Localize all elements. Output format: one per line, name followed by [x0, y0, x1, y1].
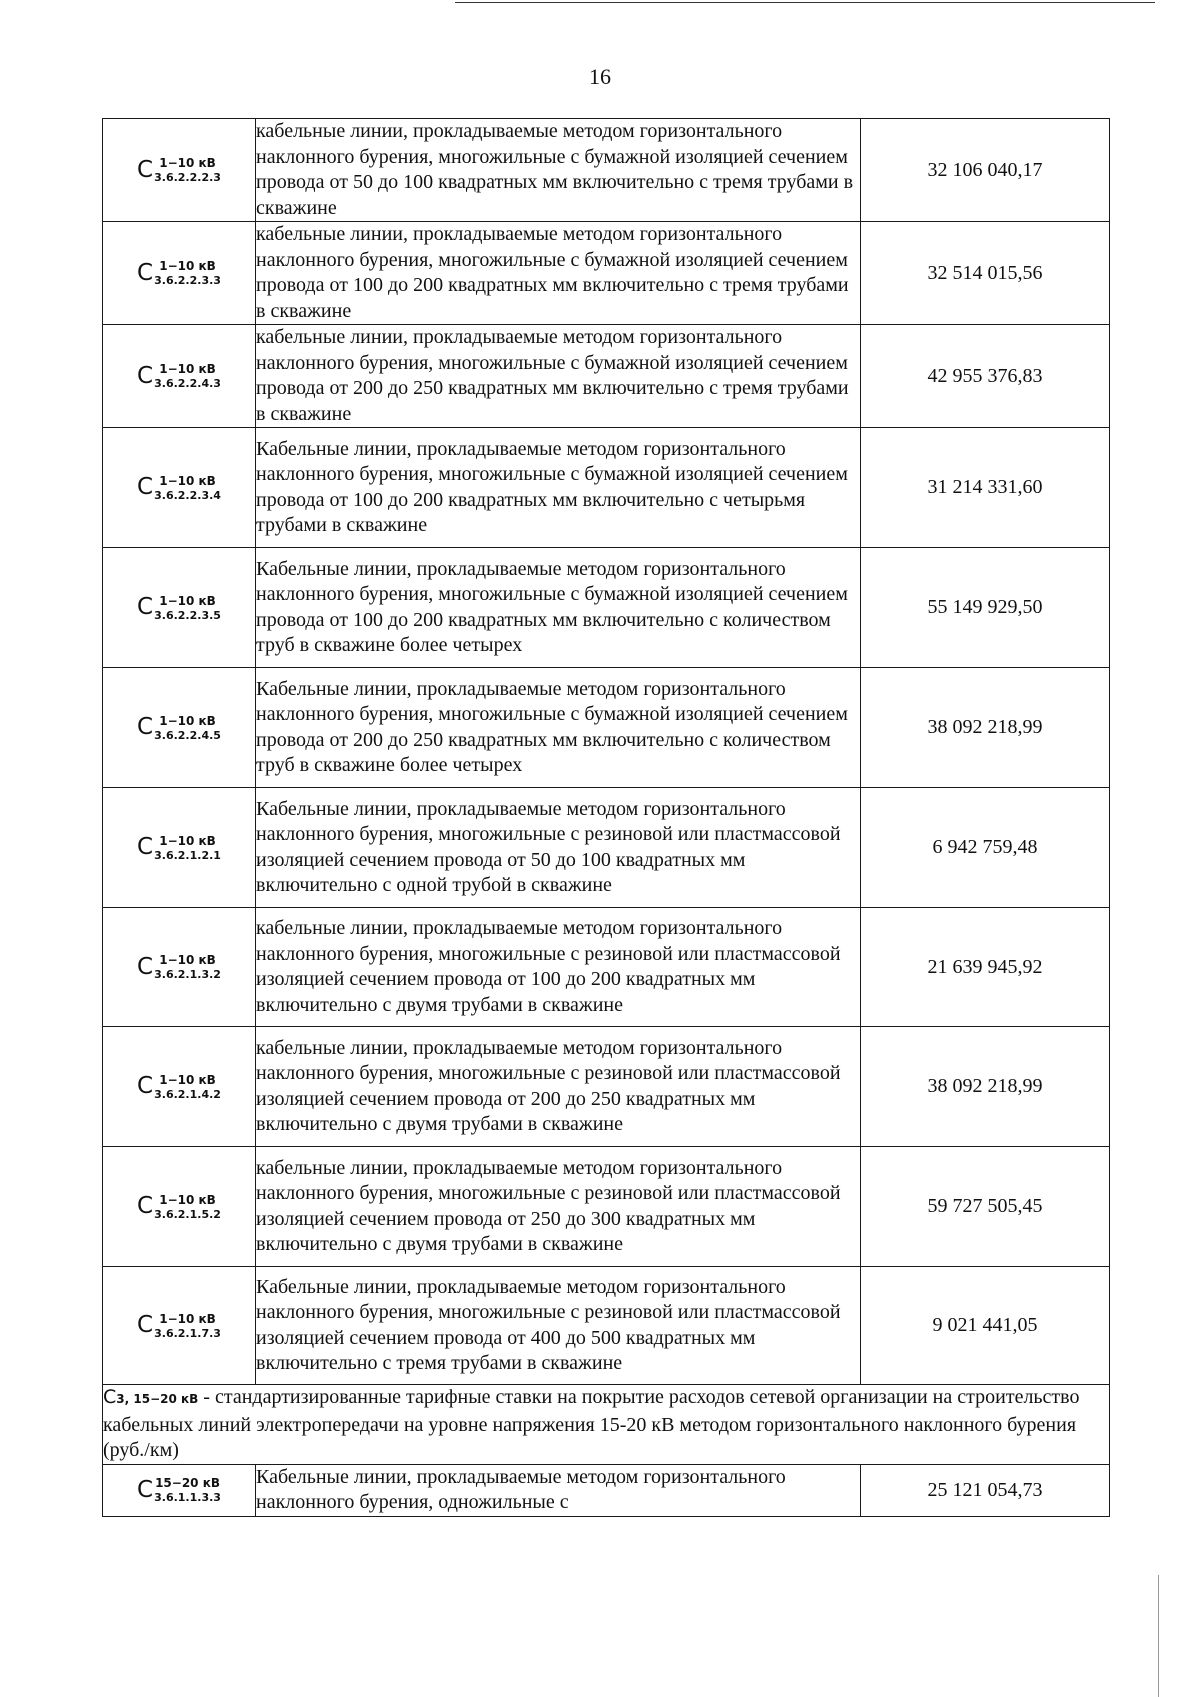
- rate-symbol: C: [137, 714, 154, 740]
- voltage-superscript: 1−10 кВ: [159, 362, 216, 376]
- code-subscript: 3.6.2.1.2.1: [154, 848, 221, 862]
- scan-margin-line: [1158, 1575, 1159, 1697]
- rate-symbol: C: [137, 594, 154, 620]
- rate-symbol: C: [137, 953, 154, 980]
- row-value: 25 121 054,73: [861, 1464, 1110, 1516]
- row-value: 6 942 759,48: [861, 788, 1110, 908]
- row-value: 38 092 218,99: [861, 668, 1110, 788]
- row-description: Кабельные линии, прокладываемые методом горизонтального наклонного бурения, многожильные с резиновой или пластмассовой изоляцией сечением провода от 50 до 100 квадратных мм включительно с одной трубой в скважине: [256, 788, 861, 908]
- voltage-superscript: 1−10 кВ: [159, 953, 216, 967]
- table-row: [103, 1027, 1110, 1147]
- page-number: 16: [589, 64, 611, 89]
- row-value: 55 149 929,50: [861, 548, 1110, 668]
- row-description: кабельные линии, прокладываемые методом горизонтального наклонного бурения, многожильные с резиновой или пластмассовой изоляцией сечением провода от 100 до 200 квадратных мм включительно с двумя трубами в скважине: [256, 908, 861, 1027]
- rate-code: [103, 788, 256, 908]
- table-row: [103, 1464, 1110, 1516]
- code-subscript: 3.6.2.2.3.4: [154, 488, 221, 502]
- code-subscript: 3.6.2.2.3.5: [154, 608, 221, 622]
- voltage-superscript: 1−10 кВ: [159, 473, 216, 488]
- voltage-superscript: 1−10 кВ: [159, 713, 216, 728]
- code-subscript: 3.6.1.1.3.3: [154, 1491, 221, 1504]
- code-subscript: 3.6.2.2.2.3: [154, 171, 221, 184]
- row-value: 32 514 015,56: [861, 222, 1110, 325]
- rate-code: [103, 428, 256, 548]
- table-row: [103, 119, 1110, 222]
- row-description: кабельные линии, прокладываемые методом горизонтального наклонного бурения, многожильные с резиновой или пластмассовой изоляцией сечением провода от 250 до 300 квадратных мм включительно с двумя трубами в скважине: [256, 1147, 861, 1267]
- voltage-superscript: 1−10 кВ: [159, 593, 216, 608]
- rate-code: [103, 325, 256, 428]
- rate-code: [103, 1464, 256, 1516]
- top-rule: [455, 2, 1155, 3]
- section-note-row: [103, 1385, 1110, 1465]
- row-value: 21 639 945,92: [861, 908, 1110, 1027]
- code-subscript: 3.6.2.1.4.2: [154, 1087, 221, 1101]
- table-row: [103, 325, 1110, 428]
- table-row: [103, 1267, 1110, 1385]
- table-row: [103, 222, 1110, 325]
- rate-code: [103, 908, 256, 1027]
- table-row: [103, 668, 1110, 788]
- voltage-superscript: 1−10 кВ: [159, 833, 216, 848]
- table-row: [103, 428, 1110, 548]
- rate-code: [103, 119, 256, 222]
- row-description: кабельные линии, прокладываемые методом горизонтального наклонного бурения, многожильные с резиновой или пластмассовой изоляцией сечением провода от 200 до 250 квадратных мм включительно с двумя трубами в скважине: [256, 1027, 861, 1147]
- code-subscript: 3.6.2.1.5.2: [154, 1207, 221, 1221]
- code-subscript: 3.6.2.2.4.5: [154, 728, 221, 742]
- rate-code: [103, 1267, 256, 1385]
- rate-symbol: C: [137, 1476, 154, 1503]
- voltage-superscript: 1−10 кВ: [159, 1311, 216, 1326]
- table-row: [103, 548, 1110, 668]
- row-description: кабельные линии, прокладываемые методом горизонтального наклонного бурения, многожильные с бумажной изоляцией сечением провода от 200 до 250 квадратных мм включительно с тремя трубами в скважине: [256, 325, 861, 428]
- rate-symbol: C: [137, 1312, 154, 1338]
- row-description: Кабельные линии, прокладываемые методом горизонтального наклонного бурения, многожильные с бумажной изоляцией сечением провода от 100 до 200 квадратных мм включительно с количеством труб в скважине более четырех: [256, 548, 861, 668]
- tariff-table-body: [103, 119, 1110, 1517]
- rate-symbol: C: [137, 156, 154, 183]
- row-value: 31 214 331,60: [861, 428, 1110, 548]
- rate-symbol: C: [137, 474, 154, 500]
- row-description: кабельные линии, прокладываемые методом горизонтального наклонного бурения, многожильные с бумажной изоляцией сечением провода от 100 до 200 квадратных мм включительно с тремя трубами в скважине: [256, 222, 861, 325]
- code-subscript: 3.6.2.2.4.3: [154, 377, 221, 390]
- code-subscript: 3.6.2.1.7.3: [154, 1326, 221, 1340]
- row-value: 32 106 040,17: [861, 119, 1110, 222]
- code-subscript: 3.6.2.2.3.3: [154, 274, 221, 287]
- rate-code: [103, 1027, 256, 1147]
- row-value: 9 021 441,05: [861, 1267, 1110, 1385]
- section-symbol: С: [103, 1386, 117, 1408]
- table-row: [103, 788, 1110, 908]
- tariff-table: [102, 118, 1110, 1517]
- rate-symbol: C: [137, 259, 154, 286]
- voltage-superscript: 1−10 кВ: [159, 1072, 216, 1087]
- voltage-superscript: 1−10 кВ: [159, 156, 216, 170]
- row-description: Кабельные линии, прокладываемые методом горизонтального наклонного бурения, многожильные с бумажной изоляцией сечением провода от 100 до 200 квадратных мм включительно с четырьмя трубами в скважине: [256, 428, 861, 548]
- row-description: Кабельные линии, прокладываемые методом горизонтального наклонного бурения, многожильные с бумажной изоляцией сечением провода от 200 до 250 квадратных мм включительно с количеством труб в скважине более четырех: [256, 668, 861, 788]
- voltage-superscript: 1−10 кВ: [159, 259, 216, 273]
- row-description: Кабельные линии, прокладываемые методом горизонтального наклонного бурения, многожильные с резиновой или пластмассовой изоляцией сечением провода от 400 до 500 квадратных мм включительно с тремя трубами в скважине: [256, 1267, 861, 1385]
- section-note: [103, 1385, 1110, 1465]
- row-description: кабельные линии, прокладываемые методом горизонтального наклонного бурения, многожильные с бумажной изоляцией сечением провода от 50 до 100 квадратных мм включительно с тремя трубами в скважине: [256, 119, 861, 222]
- code-subscript: 3.6.2.1.3.2: [154, 968, 221, 981]
- rate-code: [103, 548, 256, 668]
- rate-symbol: C: [137, 362, 154, 389]
- table-row: [103, 908, 1110, 1027]
- voltage-superscript: 1−10 кВ: [159, 1192, 216, 1207]
- row-value: 59 727 505,45: [861, 1147, 1110, 1267]
- voltage-superscript: 15−20 кВ: [155, 1476, 220, 1490]
- rate-code: [103, 1147, 256, 1267]
- table-row: [103, 1147, 1110, 1267]
- rate-symbol: C: [137, 834, 154, 860]
- rate-code: [103, 668, 256, 788]
- rate-symbol: C: [137, 1073, 154, 1099]
- row-value: 42 955 376,83: [861, 325, 1110, 428]
- section-subscript: 3, 15−20 кВ: [116, 1392, 199, 1406]
- row-description: Кабельные линии, прокладываемые методом горизонтального наклонного бурения, одножильные с: [256, 1464, 861, 1516]
- rate-symbol: C: [137, 1193, 154, 1219]
- row-value: 38 092 218,99: [861, 1027, 1110, 1147]
- section-text: - стандартизированные тарифные ставки на покрытие расходов сетевой организации на строительство кабельных линий электропередачи на уровне напряжения 15-20 кВ методом горизонтального наклонного бурения (руб./км): [103, 1386, 1080, 1461]
- rate-code: [103, 222, 256, 325]
